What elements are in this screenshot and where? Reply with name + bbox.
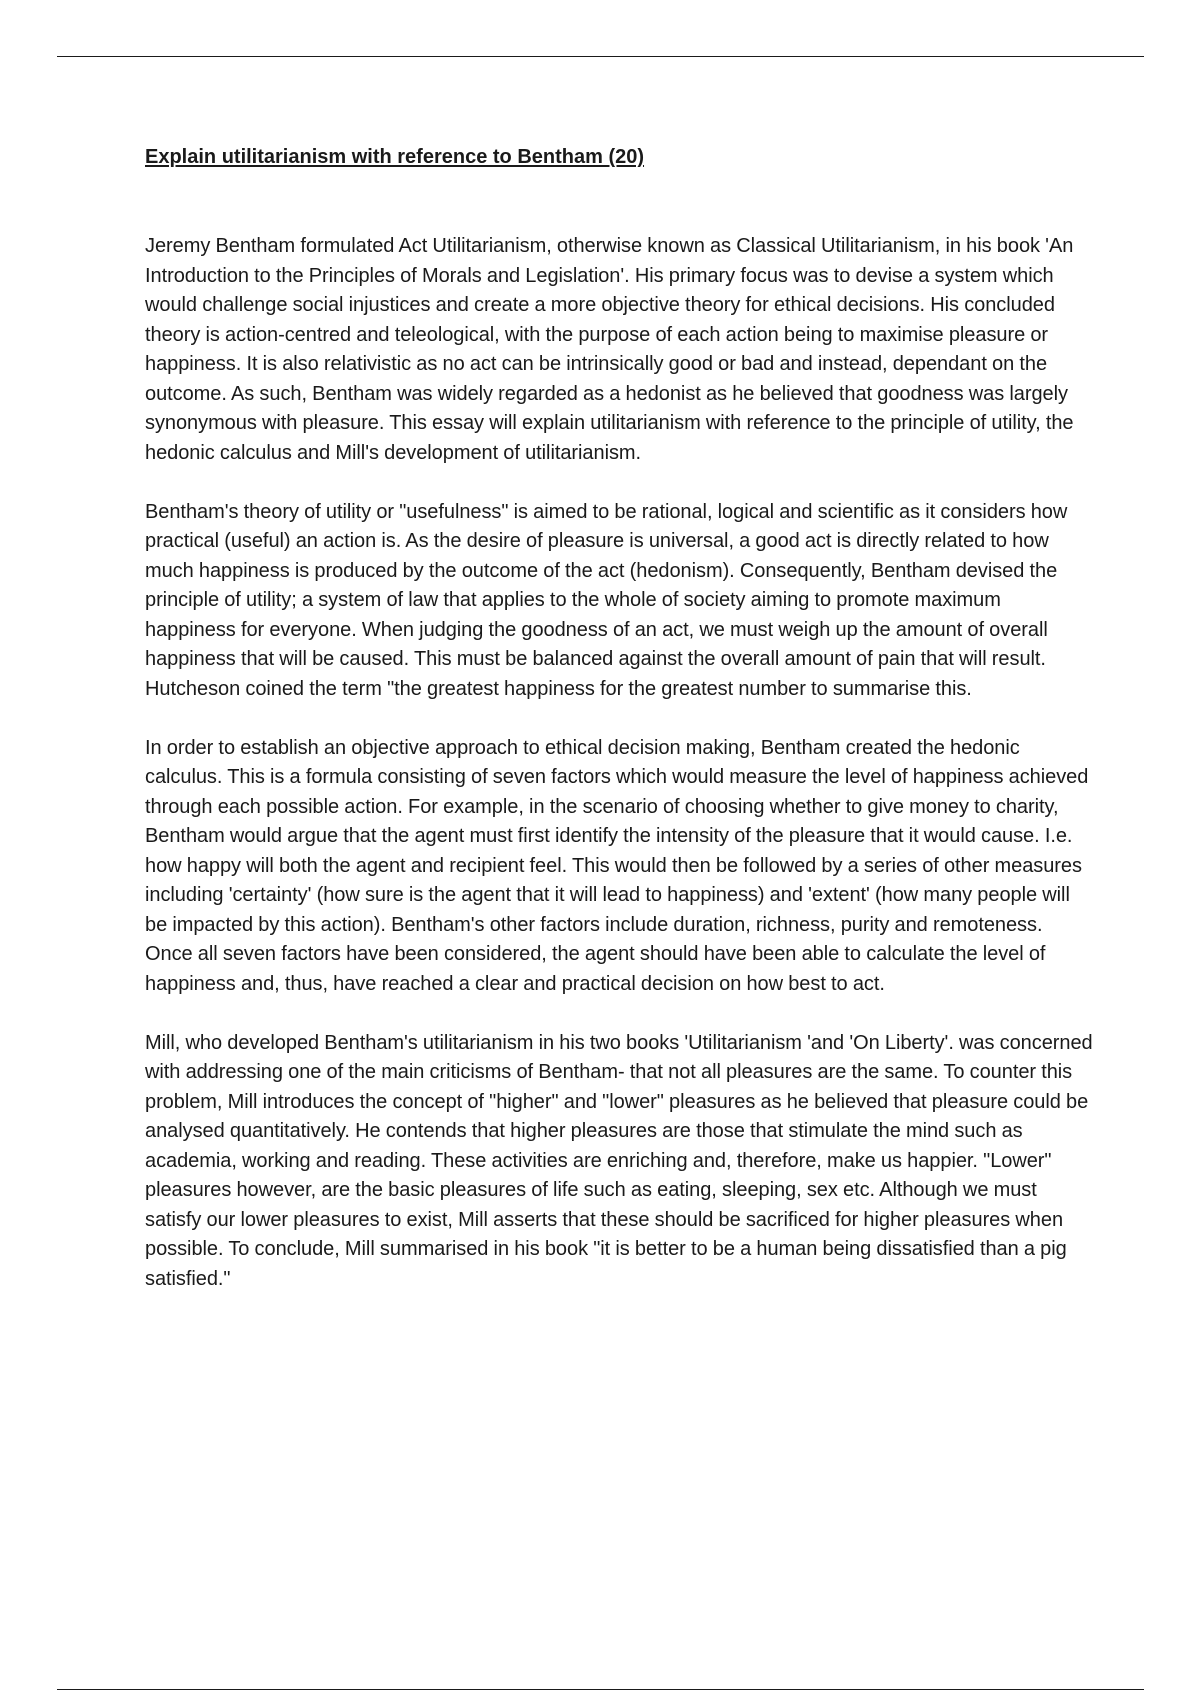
paragraph-introduction: Jeremy Bentham formulated Act Utilitarianism, otherwise known as Classical Utilitarianism, in his book 'An Introduction to the Principles of Morals and Legislation'. His primary focus was to devise a system which would challenge social injustices and create a more objective theory for ethical decisions. His concluded theory is action-centred and teleological, with the purpose of each action being to maximise pleasure or happiness. It is also relativistic as no act can be intrinsically good or bad and instead, dependant on the outcome. As such, Bentham was widely regarded as a hedonist as he believed that goodness was largely synonymous with pleasure. This essay will explain utilitarianism with reference to the principle of utility, the hedonic calculus and Mill's development of utilitarianism. [145,235,1074,464]
document-page [145,142,1095,1324]
paragraph-principle-of-utility: Bentham's theory of utility or "usefulness" is aimed to be rational, logical and scientific as it considers how practical (useful) an action is. As the desire of pleasure is universal, a good act is directly related to how much happiness is produced by the outcome of the act (hedonism). Consequently, Bentham devised the principle of utility; a system of law that applies to the whole of society aiming to promote maximum happiness for everyone. When judging the goodness of an act, we must weigh up the amount of overall happiness that will be caused. This must be balanced against the overall amount of pain that will result. Hutcheson coined the term "the greatest happiness for the greatest number to summarise this. [145,500,1068,700]
paragraph-mill-development: Mill, who developed Bentham's utilitarianism in his two books 'Utilitarianism 'and 'On Liberty'. was concerned with addressing one of the main criticisms of Bentham- that not all pleasures are the same. To counter this problem, Mill introduces the concept of "higher" and "lower" pleasures as he believed that pleasure could be analysed quantitatively. He contends that higher pleasures are those that stimulate the mind such as academia, working and reading. These activities are enriching and, therefore, make us happier. "Lower" pleasures however, are the basic pleasures of life such as eating, sleeping, sex etc. Although we must satisfy our lower pleasures to exist, Mill asserts that these should be sacrificed for higher pleasures when possible. To conclude, Mill summarised in his book "it is better to be a human being dissatisfied than a pig satisfied." [145,1031,1093,1290]
essay-body [145,232,1095,1294]
essay-title: Explain utilitarianism with reference to Bentham (20) [145,146,645,168]
paragraph-hedonic-calculus: In order to establish an objective approach to ethical decision making, Bentham created the hedonic calculus. This is a formula consisting of seven factors which would measure the level of happiness achieved through each possible action. For example, in the scenario of choosing whether to give money to charity, Bentham would argue that the agent must first identify the intensity of the pleasure that it would cause. I.e. how happy will both the agent and recipient feel. This would then be followed by a series of other measures including 'certainty' (how sure is the agent that it will lead to happiness) and 'extent' (how many people will be impacted by this action). Bentham's other factors include duration, richness, purity and remoteness. Once all seven factors have been considered, the agent should have been able to calculate the level of happiness and, thus, have reached a clear and practical decision on how best to act. [145,736,1089,995]
top-divider [57,56,1144,57]
bottom-divider [57,1689,1144,1690]
